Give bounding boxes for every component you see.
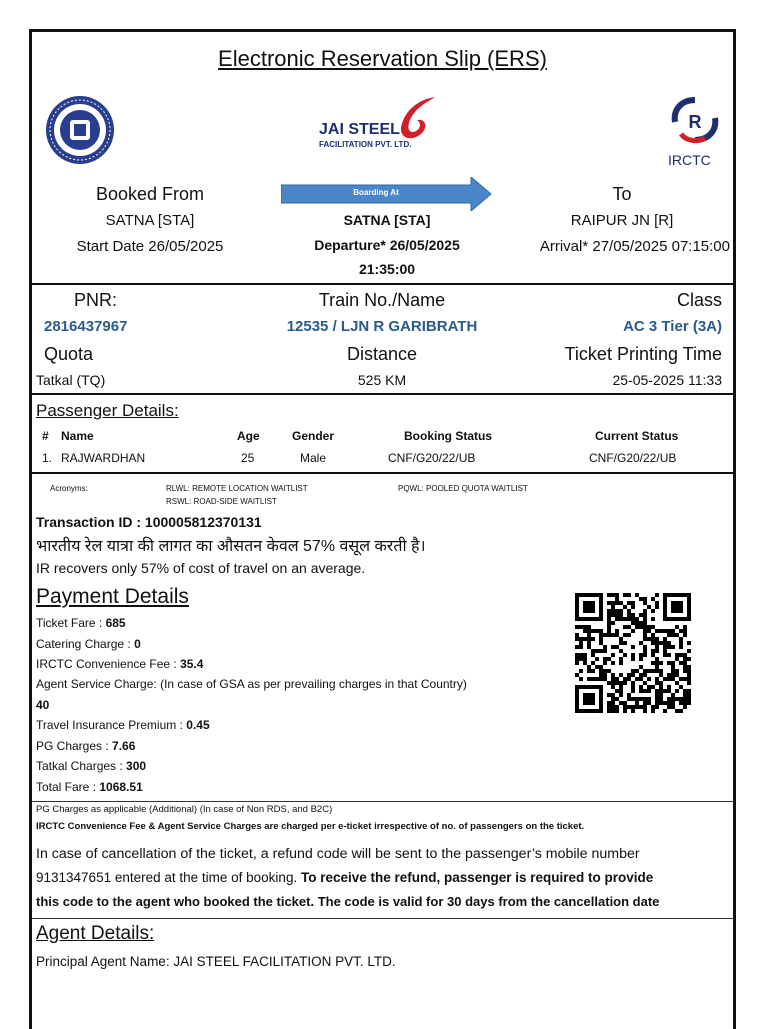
ers-page bbox=[29, 29, 736, 1029]
passenger-name: RAJWARDHAN bbox=[61, 451, 146, 465]
insurance-value: 0.45 bbox=[186, 718, 210, 732]
to-station: RAIPUR JN [R] bbox=[570, 212, 674, 229]
quota-label: Quota bbox=[44, 344, 94, 364]
to-label: To bbox=[612, 184, 632, 204]
divider bbox=[32, 283, 733, 285]
distance-value: 525 KM bbox=[357, 372, 407, 388]
pnr-value: 2816437967 bbox=[44, 318, 128, 335]
col-age: Age bbox=[237, 429, 260, 443]
catering-value: 0 bbox=[134, 637, 141, 651]
insurance-row bbox=[36, 718, 210, 732]
tatkal-charges-label: Tatkal Charges : bbox=[36, 759, 127, 773]
booked-from-label: Booked From bbox=[95, 184, 205, 204]
divider bbox=[32, 393, 733, 395]
catering-label: Catering Charge : bbox=[36, 637, 135, 651]
passenger-num: 1. bbox=[42, 451, 53, 465]
acronyms-label: Acronyms: bbox=[50, 484, 88, 493]
transaction-id: Transaction ID : 100005812370131 bbox=[36, 514, 262, 530]
payment-heading: Payment Details bbox=[36, 585, 189, 608]
pg-charges-label: PG Charges : bbox=[36, 739, 113, 753]
acronym-rlwl: RLWL: REMOTE LOCATION WAITLIST bbox=[166, 484, 308, 493]
irctc-label: IRCTC bbox=[668, 152, 711, 168]
ticket-fare-label: Ticket Fare : bbox=[36, 616, 106, 630]
col-booking-status: Booking Status bbox=[404, 429, 493, 443]
col-current-status: Current Status bbox=[595, 429, 679, 443]
irctc-logo bbox=[662, 94, 726, 174]
agent-swoosh-icon bbox=[395, 94, 441, 144]
svg-text:R: R bbox=[688, 112, 702, 132]
boarding-arrow bbox=[281, 177, 493, 216]
print-time-label: Ticket Printing Time bbox=[564, 344, 722, 364]
convenience-fee-label: IRCTC Convenience Fee : bbox=[36, 657, 181, 671]
convenience-fee-row bbox=[36, 657, 203, 671]
col-num: # bbox=[42, 429, 49, 443]
cancellation-line-3: this code to the agent who booked the ticket. The code is valid for 30 days from the cancellation date bbox=[36, 894, 660, 909]
divider bbox=[32, 472, 733, 474]
page-title: Electronic Reservation Slip (ERS) bbox=[218, 46, 547, 71]
ticket-fare-value: 685 bbox=[105, 616, 126, 630]
total-fare-value: 1068.51 bbox=[99, 780, 143, 794]
acronym-rswl: RSWL: ROAD-SIDE WAITLIST bbox=[166, 497, 277, 506]
arrival-datetime: Arrival* 27/05/2025 07:15:00 bbox=[539, 238, 730, 255]
boarding-station: SATNA [STA] bbox=[343, 212, 431, 228]
pg-charges-row bbox=[36, 739, 135, 753]
col-gender: Gender bbox=[292, 429, 335, 443]
qr-code-icon bbox=[575, 593, 691, 718]
passenger-heading: Passenger Details: bbox=[36, 401, 179, 420]
quota-value: Tatkal (TQ) bbox=[36, 372, 106, 388]
distance-label: Distance bbox=[346, 344, 418, 364]
departure-time: 21:35:00 bbox=[358, 261, 416, 277]
cancellation-line-2 bbox=[36, 870, 653, 885]
boarding-label: Boarding At bbox=[353, 188, 399, 197]
total-fare-label: Total Fare : bbox=[36, 780, 100, 794]
tatkal-charges-value: 300 bbox=[126, 759, 147, 773]
train-value: 12535 / LJN R GARIBRATH bbox=[286, 318, 478, 335]
train-label: Train No./Name bbox=[318, 290, 446, 310]
agent-logo bbox=[307, 94, 457, 154]
cancellation-line-1: In case of cancellation of the ticket, a refund code will be sent to the passenger’s mobile number bbox=[36, 846, 640, 862]
col-name: Name bbox=[61, 429, 94, 443]
cancellation-emphasis: To receive the refund, passenger is required to provide bbox=[300, 870, 654, 885]
divider bbox=[32, 801, 733, 802]
principal-agent-name: Principal Agent Name: JAI STEEL FACILITATION PVT. LTD. bbox=[36, 954, 396, 969]
pnr-label: PNR: bbox=[74, 290, 118, 310]
cost-recovery-english: IR recovers only 57% of cost of travel on an average. bbox=[36, 560, 366, 576]
departure-datetime: Departure* 26/05/2025 bbox=[314, 237, 460, 253]
divider bbox=[32, 918, 733, 919]
agent-logo-subtitle: FACILITATION PVT. LTD. bbox=[319, 140, 412, 149]
pg-note: PG Charges as applicable (Additional) (In case of Non RDS, and B2C) bbox=[36, 804, 333, 815]
passenger-current-status: CNF/G20/22/UB bbox=[589, 451, 677, 465]
start-date: Start Date 26/05/2025 bbox=[76, 238, 224, 255]
class-value: AC 3 Tier (3A) bbox=[623, 318, 722, 335]
print-time-value: 25-05-2025 11:33 bbox=[612, 372, 722, 388]
pg-charges-value: 7.66 bbox=[112, 739, 136, 753]
agent-logo-name: JAI STEEL bbox=[319, 121, 400, 138]
tatkal-charges-row bbox=[36, 759, 146, 773]
convenience-note: IRCTC Convenience Fee & Agent Service Charges are charged per e-ticket irrespective of no. of passengers on the ticket. bbox=[36, 821, 585, 832]
passenger-gender: Male bbox=[300, 451, 327, 465]
indian-railways-logo-icon bbox=[44, 94, 116, 171]
ticket-fare-row bbox=[36, 616, 126, 630]
agent-charge-value: 40 bbox=[36, 698, 50, 712]
passenger-age: 25 bbox=[241, 451, 255, 465]
cost-recovery-hindi: भारतीय रेल यात्रा की लागत का औसतन केवल 57% वसूल करती है। bbox=[36, 538, 426, 555]
acronym-pqwl: PQWL: POOLED QUOTA WAITLIST bbox=[398, 484, 528, 493]
irctc-emblem-icon bbox=[667, 94, 723, 146]
class-label: Class bbox=[676, 290, 722, 310]
passenger-booking-status: CNF/G20/22/UB bbox=[388, 451, 476, 465]
total-fare-row bbox=[36, 780, 143, 794]
insurance-label: Travel Insurance Premium : bbox=[36, 718, 187, 732]
agent-charge-label: Agent Service Charge: (In case of GSA as per prevailing charges in that Country) bbox=[36, 677, 467, 691]
booked-from-station: SATNA [STA] bbox=[105, 212, 195, 229]
cancellation-text: 9131347651 entered at the time of booking. bbox=[36, 870, 301, 885]
catering-row bbox=[36, 637, 141, 651]
agent-heading: Agent Details: bbox=[36, 923, 155, 944]
convenience-fee-value: 35.4 bbox=[180, 657, 204, 671]
